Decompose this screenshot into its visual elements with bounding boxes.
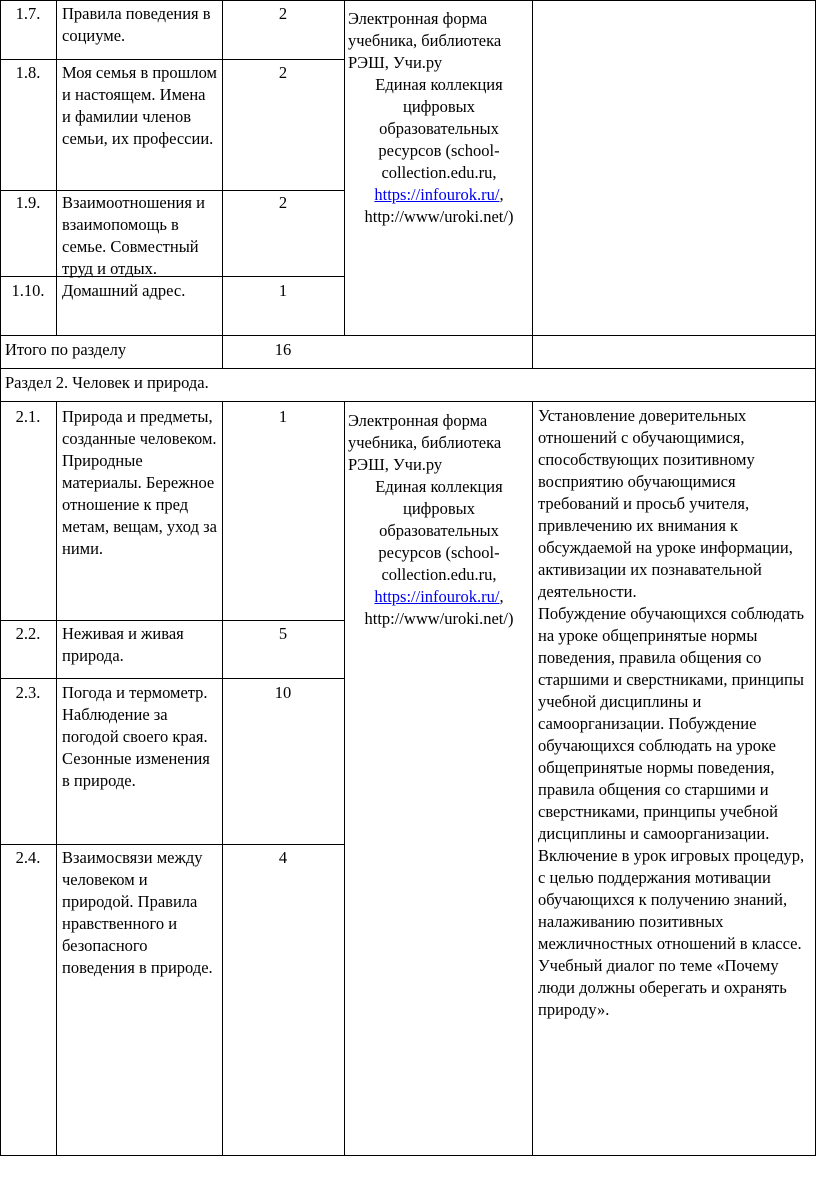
row-number: 2.2. xyxy=(15,624,41,643)
row-topic: Моя семья в прошлом и настоящем. Имена и фамилии членов семьи, их профессии. xyxy=(62,63,218,148)
row-hours: 1 xyxy=(278,281,288,300)
section-title: Раздел 2. Человек и природа. xyxy=(5,373,209,392)
resources-line: Электронная форма учебника, библиотека РЭШ, Учи.ру xyxy=(348,9,502,72)
upbringing-paragraph: Учебный диалог по теме «Почему люди должны оберегать и охранять природу». xyxy=(538,956,787,1019)
row-topic: Неживая и живая природа. xyxy=(62,624,184,665)
row-number: 2.3. xyxy=(15,683,41,702)
row-hours: 2 xyxy=(278,63,288,82)
resources-collection: Единая коллекция цифровых образовательных ресурсов (school-collection.edu.ru, xyxy=(375,75,503,182)
row-number: 2.4. xyxy=(15,848,41,867)
row-number: 1.8. xyxy=(15,63,41,82)
infourok-link[interactable]: https://infourok.ru/ xyxy=(374,587,500,606)
total-label: Итого по разделу xyxy=(5,340,127,359)
upbringing-paragraph: Включение в урок игровых процедур, с целью поддержания мотивации обучающихся к получению знаний, налаживанию позитивных межличностных отношений в классе. xyxy=(538,846,805,953)
row-hours: 2 xyxy=(278,4,288,23)
row-topic: Взаимосвязи между человеком и природой. Правила нравственного и безопасного поведения в природе. xyxy=(62,848,213,977)
row-hours: 10 xyxy=(274,683,292,702)
resources-comma: , xyxy=(499,587,504,606)
uroki-link-text: http://www/uroki.net/) xyxy=(364,207,514,226)
infourok-link[interactable]: https://infourok.ru/ xyxy=(374,185,500,204)
row-topic: Природа и предметы, созданные человеком. Природные материалы. Бережное отношение к пред метам, вещам, уход за ними. xyxy=(62,407,217,558)
row-topic: Взаимоотношения и взаимопомощь в семье. Совместный труд и отдых. xyxy=(62,193,205,278)
row-hours: 2 xyxy=(278,193,288,212)
total-value: 16 xyxy=(274,340,292,359)
uroki-link-text: http://www/uroki.net/) xyxy=(364,609,514,628)
resources-line xyxy=(348,476,530,630)
row-number: 2.1. xyxy=(15,407,41,426)
digital-resources xyxy=(348,410,530,630)
upbringing-paragraph: Установление доверительных отношений с обучающимися, способствующих позитивному восприятию обучающимися требований и просьб учителя, привлечению их внимания к обсуждаемой на уроке информации, активизации их познавательной деятельности. xyxy=(538,406,793,601)
row-number: 1.10. xyxy=(11,281,45,300)
upbringing-paragraph: Побуждение обучающихся соблюдать на уроке общепринятые нормы поведения, правила общения со старшими и сверстниками, принципы учебной дисциплины и самоорганизации. Побуждение обучающихся соблюдать на уроке общепринятые нормы поведения, правила общения со старшими и сверстниками, принципы учебной дисциплины и самоорганизации. xyxy=(538,604,805,843)
digital-resources xyxy=(348,8,530,228)
upbringing-activities xyxy=(538,405,812,1021)
row-hours: 1 xyxy=(278,407,288,426)
resources-comma: , xyxy=(499,185,504,204)
row-hours: 5 xyxy=(278,624,288,643)
resources-collection: Единая коллекция цифровых образовательных ресурсов (school-collection.edu.ru, xyxy=(375,477,503,584)
resources-line: Электронная форма учебника, библиотека РЭШ, Учи.ру xyxy=(348,411,502,474)
row-number: 1.9. xyxy=(15,193,41,212)
row-topic: Домашний адрес. xyxy=(62,281,186,300)
row-hours: 4 xyxy=(278,848,288,867)
row-number: 1.7. xyxy=(15,4,41,23)
row-topic: Правила поведения в социуме. xyxy=(62,4,211,45)
row-topic: Погода и термометр. Наблюдение за погодой своего края. Сезонные изменения в природе. xyxy=(62,683,210,790)
resources-line xyxy=(348,74,530,228)
